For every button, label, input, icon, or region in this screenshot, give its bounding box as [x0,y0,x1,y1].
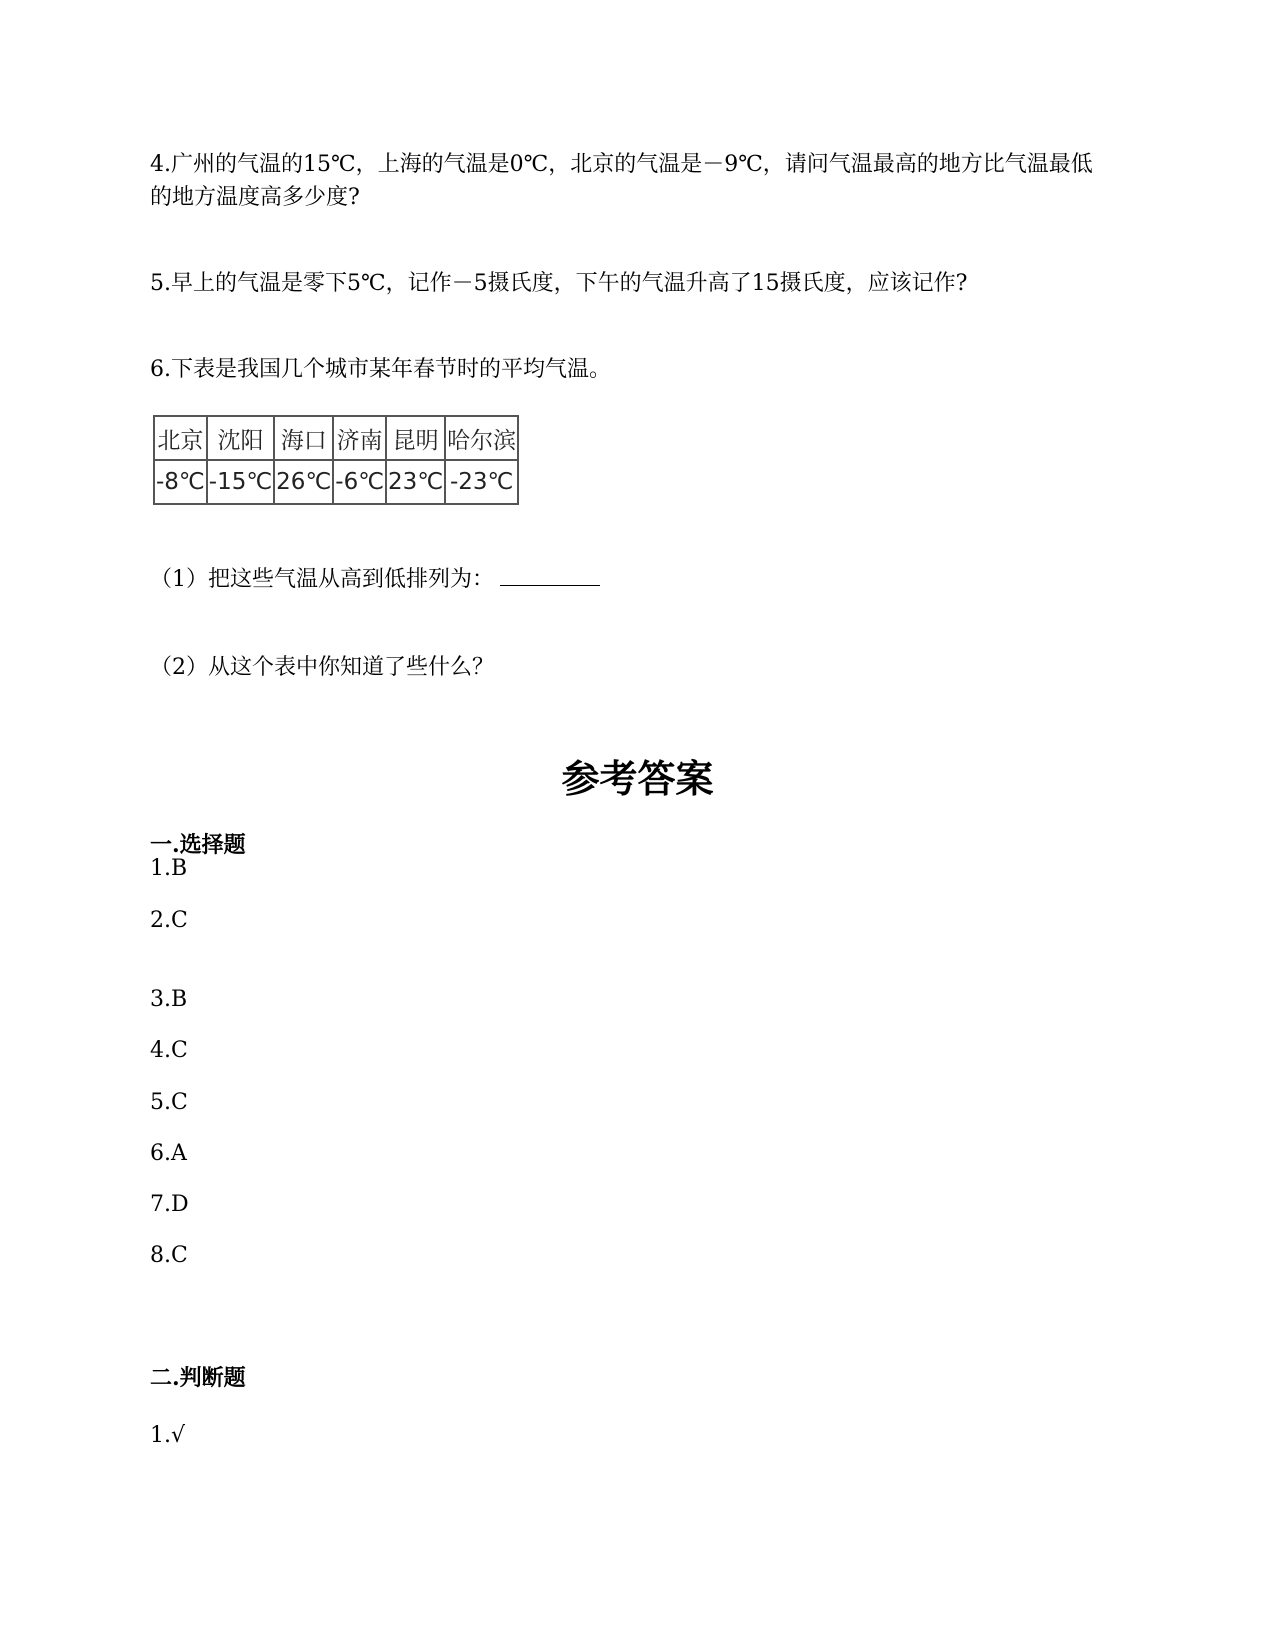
sub-question-1-text: （1）把这些气温从高到低排列为： [150,567,494,592]
temp-cell: 23℃ [386,460,445,504]
sub-question-2: （2）从这个表中你知道了些什么？ [150,655,494,680]
city-cell: 沈阳 [207,416,274,460]
temp-cell: 26℃ [274,460,333,504]
temp-cell: -23℃ [445,460,518,504]
city-cell: 哈尔滨 [445,416,518,460]
answer-item: 3.B [150,987,188,1012]
temp-cell: -15℃ [207,460,274,504]
section-heading-judge: 二.判断题 [150,1365,246,1391]
city-cell: 海口 [274,416,333,460]
temp-cell: -8℃ [154,460,207,504]
city-row [154,416,518,460]
answer-blank [500,565,600,586]
temp-row [154,460,518,504]
answer-item: 5.C [150,1090,188,1115]
temperature-table [153,415,519,505]
city-cell: 昆明 [386,416,445,460]
question-6: 6.下表是我国几个城市某年春节时的平均气温。 [150,357,611,382]
answer-item: 6.A [150,1141,187,1166]
temp-cell: -6℃ [333,460,386,504]
answer-item: 8.C [150,1243,188,1268]
question-5: 5.早上的气温是零下5℃，记作－5摄氏度，下午的气温升高了15摄氏度，应该记作? [150,271,968,296]
question-4: 4.广州的气温的15℃，上海的气温是0℃，北京的气温是－9℃，请问气温最高的地方比气温最低的地方温度高多少度? [150,152,1093,210]
answers-title: 参考答案 [561,756,714,801]
sub-question-1 [150,563,600,596]
answer-item: 4.C [150,1038,188,1063]
answer-item: 2.C [150,908,188,933]
section-heading-choice: 一.选择题 [150,832,246,858]
answer-item: 1.√ [150,1423,186,1448]
answer-item: 1.B [150,856,188,881]
city-cell: 济南 [333,416,386,460]
city-cell: 北京 [154,416,207,460]
answer-item: 7.D [150,1192,189,1217]
